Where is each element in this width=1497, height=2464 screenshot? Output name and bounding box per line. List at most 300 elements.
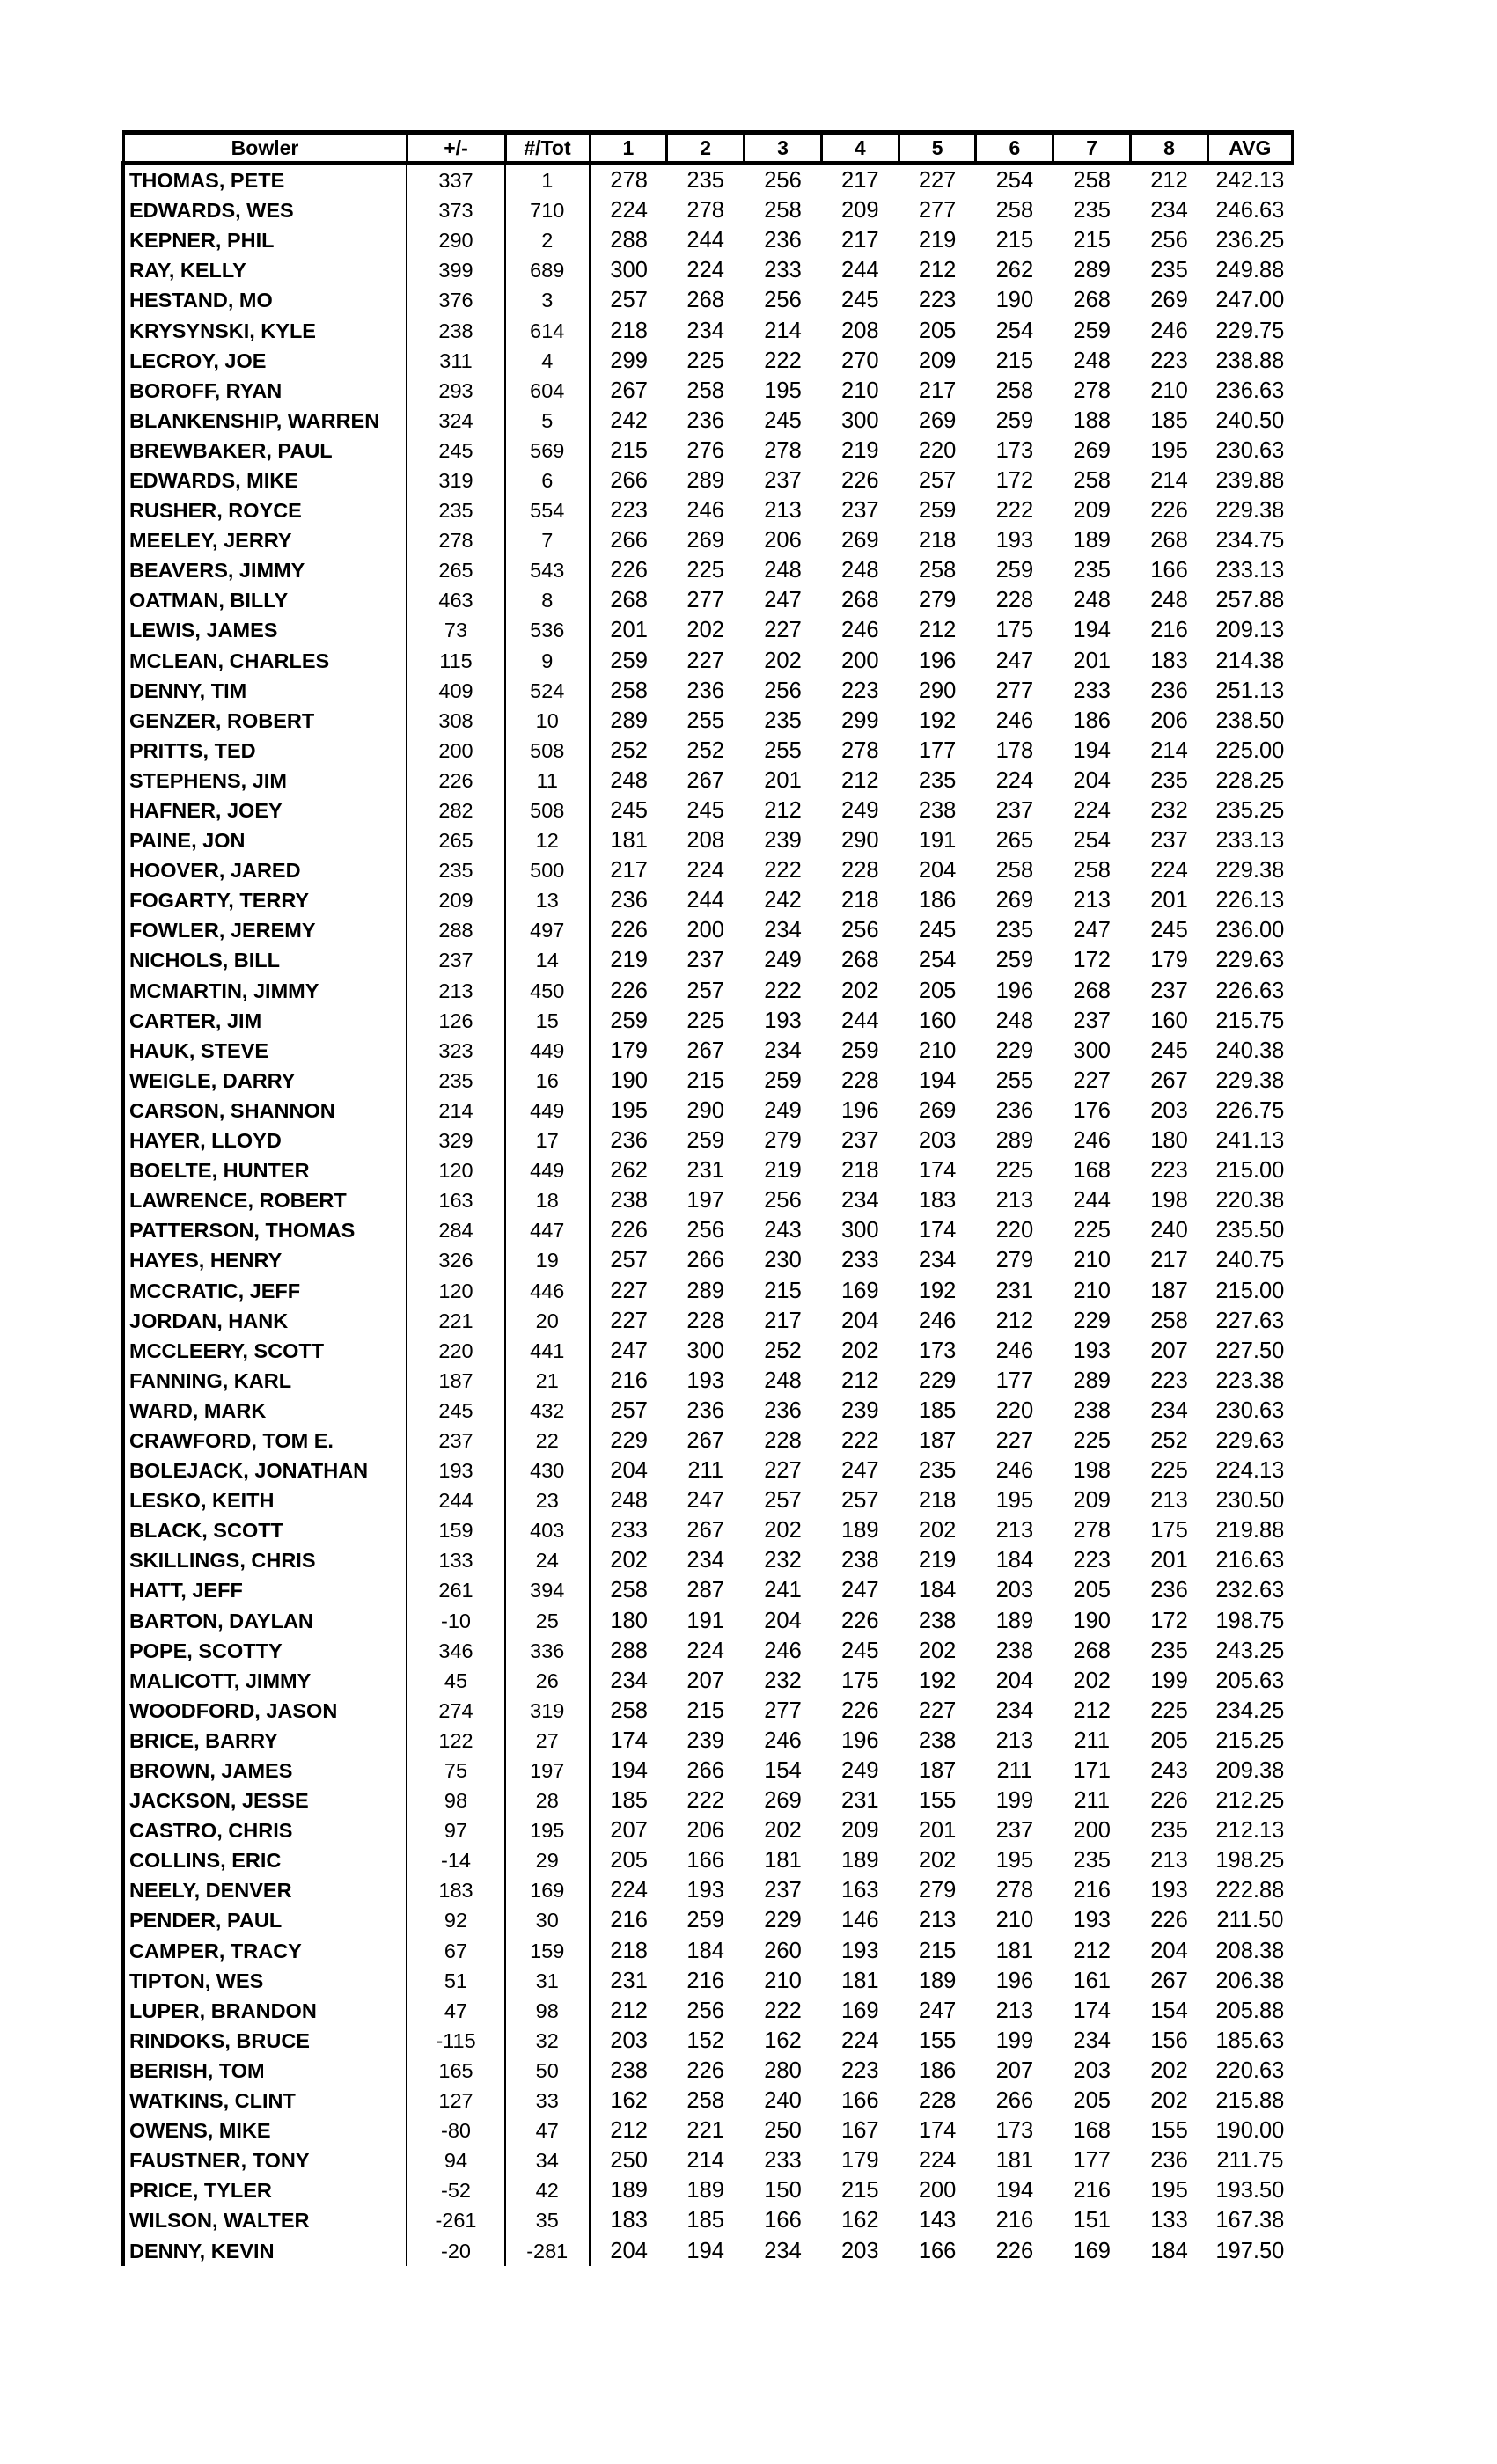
- game-8: 269: [1150, 288, 1188, 313]
- average: 211.75: [1216, 2148, 1284, 2174]
- game-1: 216: [610, 1908, 648, 1933]
- game-5: 238: [918, 1727, 957, 1753]
- average: 236.00: [1215, 918, 1285, 943]
- table-row: [123, 1786, 1292, 1815]
- bowler-name: JORDAN, HANK: [123, 1306, 407, 1336]
- game-4: 299: [841, 708, 879, 733]
- table-row: [123, 164, 1292, 196]
- game-5: 212: [918, 258, 957, 283]
- bowler-name: LEWIS, JAMES: [123, 615, 407, 645]
- game-2: 166: [686, 1848, 724, 1874]
- game-5: 174: [918, 2118, 957, 2144]
- bowler-name: BOLEJACK, JONATHAN: [123, 1456, 407, 1485]
- game-1: 202: [610, 1548, 648, 1573]
- game-2: 227: [686, 648, 724, 673]
- average: 257.88: [1215, 588, 1285, 613]
- number-total: 31: [505, 1966, 590, 1996]
- game-1: 257: [610, 1248, 648, 1273]
- game-3: 278: [764, 437, 802, 463]
- game-2: 255: [686, 708, 724, 733]
- header-number-total: #/Tot: [505, 133, 590, 164]
- number-total: 14: [505, 945, 590, 975]
- plus-minus: 47: [407, 1996, 505, 2026]
- game-2: 267: [686, 767, 724, 793]
- game-3: 202: [764, 648, 802, 673]
- header-game-4: 4: [821, 133, 899, 164]
- game-1: 203: [610, 2028, 648, 2053]
- table-row: [123, 406, 1292, 436]
- game-6: 210: [995, 1908, 1034, 1933]
- number-total: 26: [505, 1666, 590, 1696]
- game-7: 210: [1073, 1248, 1111, 1273]
- game-8: 223: [1150, 1158, 1188, 1184]
- bowler-name: MCCRATIC, JEFF: [123, 1275, 407, 1305]
- number-total: 35: [505, 2205, 590, 2235]
- game-1: 245: [610, 798, 648, 824]
- number-total: 604: [505, 376, 590, 406]
- game-2: 234: [686, 1548, 724, 1573]
- game-7: 258: [1073, 467, 1111, 493]
- game-3: 249: [764, 948, 802, 973]
- table-row: [123, 1336, 1292, 1366]
- game-4: 246: [841, 618, 879, 643]
- game-5: 223: [918, 288, 957, 313]
- table-row: [123, 1905, 1292, 1935]
- number-total: 450: [505, 976, 590, 1006]
- game-3: 217: [764, 1308, 802, 1333]
- game-3: 150: [764, 2178, 802, 2204]
- game-8: 226: [1150, 1788, 1188, 1814]
- game-3: 234: [764, 1038, 802, 1063]
- table-row: [123, 1306, 1292, 1336]
- table-row: [123, 1636, 1292, 1666]
- game-8: 235: [1150, 767, 1188, 793]
- game-7: 235: [1073, 198, 1111, 224]
- plus-minus: 308: [407, 706, 505, 736]
- average: 167.38: [1215, 2208, 1285, 2233]
- game-4: 218: [841, 1158, 879, 1184]
- bowler-name: JACKSON, JESSE: [123, 1786, 407, 1815]
- game-2: 290: [686, 1097, 724, 1123]
- game-2: 257: [686, 978, 724, 1003]
- game-1: 288: [610, 1638, 648, 1663]
- table-row: [123, 1155, 1292, 1185]
- game-8: 268: [1150, 528, 1188, 554]
- game-5: 189: [918, 1968, 957, 1993]
- bowler-name: PATTERSON, THOMAS: [123, 1215, 407, 1245]
- game-5: 218: [918, 528, 957, 554]
- table-row: [123, 1485, 1292, 1515]
- game-4: 269: [841, 528, 879, 554]
- average: 232.63: [1215, 1578, 1285, 1603]
- game-7: 229: [1073, 1308, 1111, 1333]
- game-1: 278: [610, 168, 648, 194]
- game-5: 228: [918, 2088, 957, 2114]
- game-1: 259: [610, 1008, 648, 1033]
- game-5: 192: [918, 1278, 957, 1303]
- game-4: 239: [841, 1397, 879, 1423]
- plus-minus: 165: [407, 2056, 505, 2086]
- game-6: 247: [995, 648, 1034, 673]
- game-4: 228: [841, 1067, 879, 1093]
- game-5: 258: [918, 558, 957, 583]
- table-row: [123, 1545, 1292, 1575]
- game-3: 236: [764, 228, 802, 253]
- game-6: 207: [995, 2057, 1034, 2083]
- number-total: 16: [505, 1066, 590, 1096]
- game-5: 238: [918, 798, 957, 824]
- game-6: 235: [995, 918, 1034, 943]
- average: 230.63: [1215, 437, 1285, 463]
- number-total: 500: [505, 855, 590, 885]
- game-4: 237: [841, 1128, 879, 1154]
- game-7: 216: [1073, 1878, 1111, 1903]
- game-6: 196: [995, 978, 1034, 1003]
- game-4: 226: [841, 467, 879, 493]
- game-7: 234: [1073, 2028, 1111, 2053]
- game-3: 258: [764, 198, 802, 224]
- game-2: 256: [686, 1998, 724, 2023]
- game-7: 227: [1073, 1067, 1111, 1093]
- game-8: 223: [1150, 348, 1188, 373]
- game-4: 210: [841, 378, 879, 403]
- game-5: 227: [918, 168, 957, 194]
- game-4: 226: [841, 1608, 879, 1633]
- bowler-name: PRITTS, TED: [123, 736, 407, 766]
- game-8: 156: [1150, 2028, 1188, 2053]
- game-6: 254: [995, 318, 1034, 343]
- game-4: 244: [841, 1008, 879, 1033]
- game-1: 201: [610, 618, 648, 643]
- plus-minus: -52: [407, 2175, 505, 2205]
- game-6: 226: [995, 2238, 1034, 2263]
- game-8: 216: [1150, 618, 1188, 643]
- game-2: 211: [687, 1458, 724, 1484]
- bowler-name: HATT, JEFF: [123, 1575, 407, 1605]
- average: 234.25: [1215, 1698, 1285, 1723]
- game-3: 256: [764, 678, 802, 703]
- game-3: 237: [764, 1878, 802, 1903]
- plus-minus: 51: [407, 1966, 505, 1996]
- average: 209.38: [1215, 1758, 1285, 1784]
- table-row: [123, 1845, 1292, 1875]
- game-6: 231: [995, 1278, 1034, 1303]
- bowler-name: EDWARDS, WES: [123, 195, 407, 225]
- average: 230.50: [1215, 1488, 1285, 1514]
- number-total: 10: [505, 706, 590, 736]
- plus-minus: 213: [407, 976, 505, 1006]
- table-row: [123, 915, 1292, 945]
- bowler-name: CAMPER, TRACY: [123, 1936, 407, 1966]
- game-1: 252: [610, 737, 648, 763]
- game-2: 236: [686, 678, 724, 703]
- number-total: 197: [505, 1756, 590, 1786]
- game-2: 231: [686, 1158, 724, 1184]
- bowler-name: SKILLINGS, CHRIS: [123, 1545, 407, 1575]
- game-3: 241: [764, 1578, 802, 1603]
- number-total: 524: [505, 676, 590, 706]
- table-row: [123, 1096, 1292, 1126]
- average: 243.25: [1215, 1638, 1285, 1663]
- bowler-name: LAWRENCE, ROBERT: [123, 1185, 407, 1215]
- table-row: [123, 796, 1292, 825]
- average: 205.63: [1215, 1668, 1285, 1693]
- game-6: 259: [995, 948, 1034, 973]
- game-1: 266: [610, 528, 648, 554]
- game-6: 229: [995, 1038, 1034, 1063]
- game-8: 179: [1150, 948, 1188, 973]
- game-8: 267: [1150, 1067, 1188, 1093]
- game-1: 238: [610, 1188, 648, 1214]
- bowler-name: FOWLER, JEREMY: [123, 915, 407, 945]
- number-total: 5: [505, 406, 590, 436]
- average: 238.50: [1215, 708, 1285, 733]
- number-total: 6: [505, 466, 590, 495]
- game-7: 300: [1073, 1038, 1111, 1063]
- number-total: 449: [505, 1096, 590, 1126]
- game-2: 276: [686, 437, 724, 463]
- game-3: 240: [764, 2088, 802, 2114]
- game-3: 257: [764, 1488, 802, 1514]
- game-1: 289: [610, 708, 648, 733]
- average: 238.88: [1215, 348, 1285, 373]
- game-6: 269: [995, 888, 1034, 913]
- game-5: 155: [918, 1788, 957, 1814]
- game-3: 233: [764, 258, 802, 283]
- game-5: 218: [918, 1488, 957, 1514]
- game-4: 278: [841, 737, 879, 763]
- game-6: 199: [995, 1788, 1034, 1814]
- table-row: [123, 615, 1292, 645]
- number-total: 2: [505, 225, 590, 255]
- game-5: 277: [918, 198, 957, 224]
- average: 197.50: [1215, 2238, 1285, 2263]
- game-8: 245: [1150, 1038, 1188, 1063]
- game-1: 299: [610, 348, 648, 373]
- game-8: 214: [1150, 737, 1188, 763]
- game-3: 227: [764, 1458, 802, 1484]
- game-6: 266: [995, 2088, 1034, 2114]
- game-6: 178: [995, 737, 1034, 763]
- game-7: 172: [1073, 948, 1111, 973]
- number-total: -281: [505, 2235, 590, 2265]
- game-6: 193: [995, 528, 1034, 554]
- game-8: 202: [1150, 2057, 1188, 2083]
- game-3: 154: [764, 1758, 802, 1784]
- plus-minus: 45: [407, 1666, 505, 1696]
- table-row: [123, 1515, 1292, 1545]
- game-6: 254: [995, 168, 1034, 194]
- game-8: 214: [1150, 467, 1188, 493]
- plus-minus: 265: [407, 555, 505, 585]
- plus-minus: 265: [407, 825, 505, 855]
- game-2: 244: [686, 228, 724, 253]
- game-4: 233: [841, 1248, 879, 1273]
- game-4: 300: [841, 1218, 879, 1243]
- game-1: 216: [610, 1368, 648, 1393]
- game-8: 234: [1150, 198, 1188, 224]
- number-total: 614: [505, 315, 590, 345]
- number-total: 403: [505, 1515, 590, 1545]
- game-3: 243: [764, 1218, 802, 1243]
- game-1: 238: [610, 2057, 648, 2083]
- average: 240.38: [1215, 1038, 1285, 1063]
- plus-minus: 75: [407, 1756, 505, 1786]
- bowler-name: OWENS, MIKE: [123, 2116, 407, 2145]
- game-5: 290: [918, 678, 957, 703]
- table-row: [123, 885, 1292, 915]
- average: 249.88: [1215, 258, 1285, 283]
- game-8: 245: [1150, 918, 1188, 943]
- game-3: 181: [764, 1848, 802, 1874]
- game-4: 247: [841, 1578, 879, 1603]
- plus-minus: 73: [407, 615, 505, 645]
- average: 227.63: [1215, 1308, 1285, 1333]
- table-row: [123, 285, 1292, 315]
- number-total: 508: [505, 736, 590, 766]
- bowler-name: BEAVERS, JIMMY: [123, 555, 407, 585]
- game-7: 258: [1073, 858, 1111, 884]
- game-8: 258: [1150, 1308, 1188, 1333]
- game-2: 237: [686, 948, 724, 973]
- header-game-5: 5: [899, 133, 976, 164]
- game-4: 234: [841, 1188, 879, 1214]
- game-1: 226: [610, 1218, 648, 1243]
- bowler-name: TIPTON, WES: [123, 1966, 407, 1996]
- game-1: 268: [610, 588, 648, 613]
- bowler-name: MALICOTT, JIMMY: [123, 1666, 407, 1696]
- game-3: 234: [764, 918, 802, 943]
- game-7: 247: [1073, 918, 1111, 943]
- plus-minus: 226: [407, 766, 505, 796]
- game-1: 267: [610, 378, 648, 403]
- game-8: 235: [1150, 1818, 1188, 1844]
- average: 229.63: [1215, 948, 1285, 973]
- game-1: 179: [610, 1038, 648, 1063]
- game-3: 246: [764, 1638, 802, 1663]
- average: 215.25: [1215, 1727, 1285, 1753]
- plus-minus: 399: [407, 255, 505, 285]
- table-row: [123, 706, 1292, 736]
- game-4: 215: [841, 2178, 879, 2204]
- game-2: 267: [686, 1038, 724, 1063]
- game-3: 248: [764, 1368, 802, 1393]
- game-3: 215: [764, 1278, 802, 1303]
- game-6: 246: [995, 1338, 1034, 1363]
- number-total: 446: [505, 1275, 590, 1305]
- game-7: 176: [1073, 1097, 1111, 1123]
- game-3: 256: [764, 288, 802, 313]
- game-5: 257: [918, 467, 957, 493]
- game-6: 213: [995, 1518, 1034, 1544]
- number-total: 169: [505, 1875, 590, 1905]
- bowler-name: PAINE, JON: [123, 825, 407, 855]
- plus-minus: 282: [407, 796, 505, 825]
- bowler-name: OATMAN, BILLY: [123, 585, 407, 615]
- game-2: 235: [686, 168, 724, 194]
- game-4: 248: [841, 558, 879, 583]
- average: 193.50: [1215, 2178, 1285, 2204]
- game-6: 177: [995, 1368, 1034, 1393]
- game-7: 215: [1073, 228, 1111, 253]
- game-7: 151: [1073, 2208, 1111, 2233]
- bowler-name: DENNY, TIM: [123, 676, 407, 706]
- game-5: 196: [918, 648, 957, 673]
- average: 214.38: [1215, 648, 1285, 673]
- game-1: 258: [610, 1698, 648, 1723]
- header-game-7: 7: [1053, 133, 1131, 164]
- game-7: 213: [1073, 888, 1111, 913]
- bowler-name: LESKO, KEITH: [123, 1485, 407, 1515]
- header-game-6: 6: [976, 133, 1053, 164]
- table-row: [123, 1426, 1292, 1456]
- game-6: 196: [995, 1968, 1034, 1993]
- game-7: 254: [1073, 828, 1111, 854]
- table-row: [123, 2086, 1292, 2116]
- game-6: 215: [995, 228, 1034, 253]
- game-3: 228: [764, 1427, 802, 1453]
- bowler-name: WARD, MARK: [123, 1396, 407, 1426]
- game-7: 205: [1073, 1578, 1111, 1603]
- average: 219.88: [1215, 1518, 1285, 1544]
- header-game-1: 1: [590, 133, 667, 164]
- bowler-name: EDWARDS, MIKE: [123, 466, 407, 495]
- game-7: 268: [1073, 1638, 1111, 1663]
- number-total: 23: [505, 1485, 590, 1515]
- plus-minus: 463: [407, 585, 505, 615]
- game-7: 209: [1073, 1488, 1111, 1514]
- bowler-scores-table: [121, 130, 1294, 2266]
- table-row: [123, 436, 1292, 466]
- game-4: 200: [841, 648, 879, 673]
- table-row: [123, 1606, 1292, 1636]
- game-6: 237: [995, 1818, 1034, 1844]
- game-5: 191: [918, 828, 957, 854]
- game-6: 215: [995, 348, 1034, 373]
- number-total: 98: [505, 1996, 590, 2026]
- game-3: 222: [764, 978, 802, 1003]
- average: 242.13: [1215, 168, 1285, 194]
- bowler-name: KEPNER, PHIL: [123, 225, 407, 255]
- game-3: 204: [764, 1608, 802, 1633]
- plus-minus: 337: [407, 164, 505, 196]
- table-row: [123, 1126, 1292, 1155]
- plus-minus: 127: [407, 2086, 505, 2116]
- average: 240.50: [1215, 407, 1285, 433]
- game-5: 205: [918, 318, 957, 343]
- game-2: 259: [686, 1128, 724, 1154]
- bowler-name: KRYSYNSKI, KYLE: [123, 315, 407, 345]
- game-6: 213: [995, 1188, 1034, 1214]
- game-3: 249: [764, 1097, 802, 1123]
- bowler-name: WOODFORD, JASON: [123, 1696, 407, 1726]
- game-3: 252: [764, 1338, 802, 1363]
- number-total: 50: [505, 2056, 590, 2086]
- game-1: 195: [610, 1097, 648, 1123]
- game-6: 238: [995, 1638, 1034, 1663]
- game-7: 193: [1073, 1338, 1111, 1363]
- bowler-name: RAY, KELLY: [123, 255, 407, 285]
- game-2: 193: [686, 1368, 724, 1393]
- plus-minus: -14: [407, 1845, 505, 1875]
- game-1: 234: [610, 1668, 648, 1693]
- game-8: 243: [1150, 1758, 1188, 1784]
- game-3: 250: [764, 2118, 802, 2144]
- game-5: 203: [918, 1128, 957, 1154]
- game-3: 232: [764, 1548, 802, 1573]
- number-total: 34: [505, 2145, 590, 2175]
- average: 215.75: [1215, 1008, 1285, 1033]
